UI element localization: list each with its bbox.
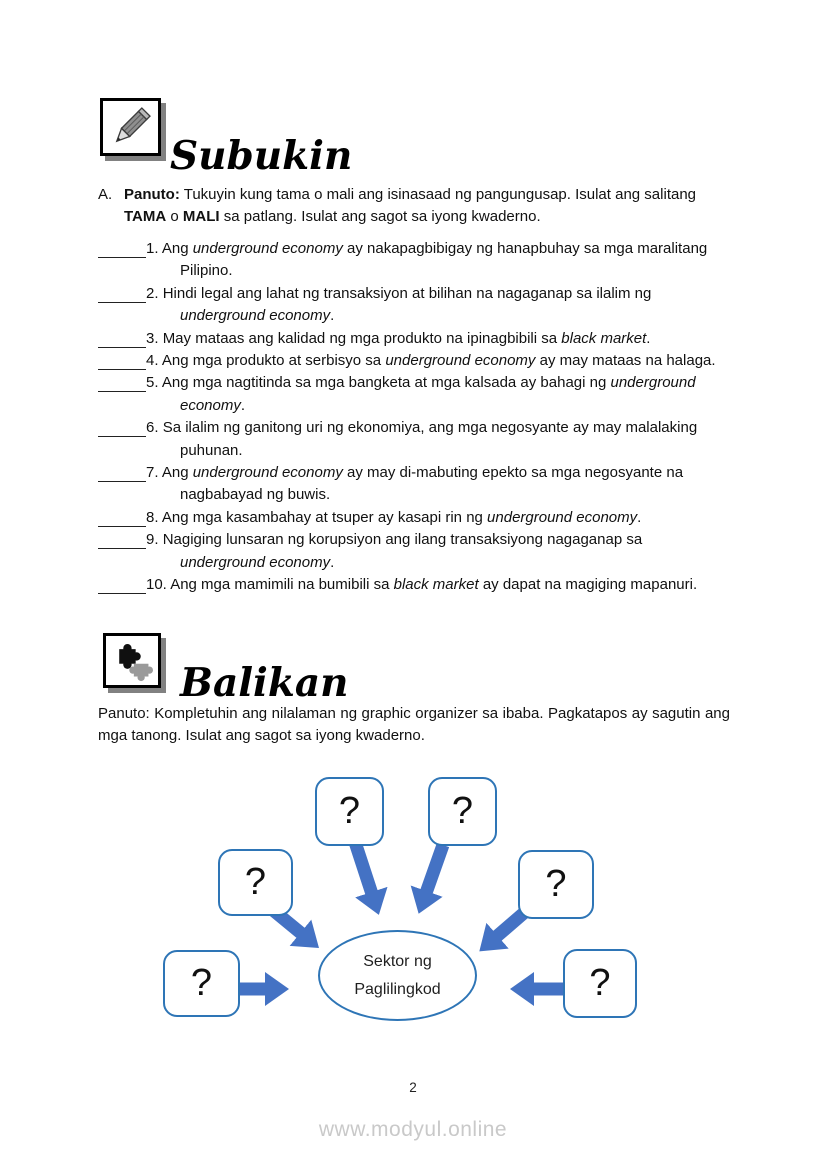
item-number: 1. [146,240,162,257]
pencil-icon [100,98,161,156]
item-number: 5. [146,374,162,392]
item-number: 6. [146,419,163,437]
pencil-icon-graphic [108,104,154,150]
item-number: 8. [146,508,162,526]
arrow-mid-right [496,912,525,937]
quiz-item [98,328,730,350]
organizer-box-6 [563,949,637,1018]
answer-blank [98,351,146,370]
quiz-item-text: 8. Ang mga kasambahay at tsuper ay kasapi rin ng underground economy. [146,508,642,526]
quiz-item-text: 9. Nagiging lunsaran ng korupsiyon ang ilang transaksiyong nagaganap sa underground economy. [146,531,643,571]
answer-blank [98,239,146,258]
quiz-item [98,462,730,507]
quiz-list [98,238,730,597]
quiz-item-text: 10. Ang mga mamimili na bumibili sa black market ay dapat na magiging mapanuri. [146,576,698,594]
quiz-item-text: 5. Ang mga nagtitinda sa mga bangketa at mga kalsada ay bahagi ng underground economy. [146,374,696,414]
organizer-box-2 [428,777,497,846]
item-number: 2. [146,284,163,302]
quiz-item-text: 7. Ang underground economy ay may di-mabuting epekto sa mga negosyante na nagbabayad ng buwis. [146,464,684,504]
box-placeholder: ? [545,863,567,905]
box-placeholder: ? [190,962,213,1004]
center-label-line2: Paglilingkod [354,980,441,998]
answer-blank [98,418,146,437]
graphic-organizer [140,760,660,1040]
puzzle-icon-graphic [110,640,154,682]
box-placeholder: ? [451,790,474,832]
item-number: 9. [146,531,163,549]
balikan-instructions: Panuto: Kompletuhin ang nilalaman ng graphic organizer sa ibaba. Pagkatapos ay sagutin ang mga tanong. Isulat ang sagot sa iyong kwaderno. [98,705,730,745]
box-placeholder: ? [244,861,267,903]
quiz-item-text: 1. Ang underground economy ay nakapagbibigay ng hanapbuhay sa mga maralitang Pilipino. [146,240,708,280]
organizer-box-3 [218,849,293,916]
answer-blank [98,508,146,527]
answer-blank [98,463,146,482]
box-placeholder: ? [589,962,611,1004]
arrow-top-left [355,842,372,894]
item-number: 7. [146,464,162,482]
arrow-top-right [426,845,443,893]
box-placeholder: ? [338,790,361,832]
puzzle-icon [103,633,161,688]
quiz-item [98,283,730,328]
quiz-item-text: 6. Sa ilalim ng ganitong uri ng ekonomiya, ang mga negosyante ay may malalaking puhunan. [146,419,698,459]
quiz-item-text: 2. Hindi legal ang lahat ng transaksiyon at bilihan na nagaganap sa ilalim ng underground economy. [146,284,652,325]
quiz-item-text: 3. May mataas ang kalidad ng mga produkto na ipinagbibili sa black market. [146,329,651,347]
quiz-item [98,529,730,574]
quiz-item [98,238,730,283]
answer-blank [98,575,146,594]
page-number: 2 [409,1080,417,1095]
organizer-box-5 [163,950,240,1017]
item-number: 10. [146,576,171,594]
watermark: www.modyul.online [318,1118,508,1141]
item-number: 3. [146,329,163,347]
organizer-box-4 [518,850,594,919]
quiz-instructions-text: Panuto: Tukuyin kung tama o mali ang isinasaad ng pangungusap. Isulat ang salitang TAMA o MALI sa patlang. Isulat ang sagot sa iyong kwaderno. [124,186,697,226]
answer-blank [98,373,146,392]
quiz-item [98,350,730,372]
quiz-item [98,507,730,529]
section-title-subukin: Subukin [170,133,353,180]
quiz-item-text: 4. Ang mga produkto at serbisyo sa underground economy ay may mataas na halaga. [146,352,716,370]
organizer-center [318,930,477,1021]
section-title-balikan: Balikan [180,660,349,707]
answer-blank [98,284,146,303]
answer-blank [98,530,146,549]
item-number: 4. [146,352,162,370]
quiz-instructions [98,184,730,229]
quiz-item [98,372,730,417]
answer-blank [98,329,146,348]
quiz-item [98,417,730,462]
organizer-box-1 [315,777,384,846]
quiz-item [98,574,730,596]
list-letter: A. [98,186,113,203]
center-label-line1: Sektor ng [363,952,432,970]
